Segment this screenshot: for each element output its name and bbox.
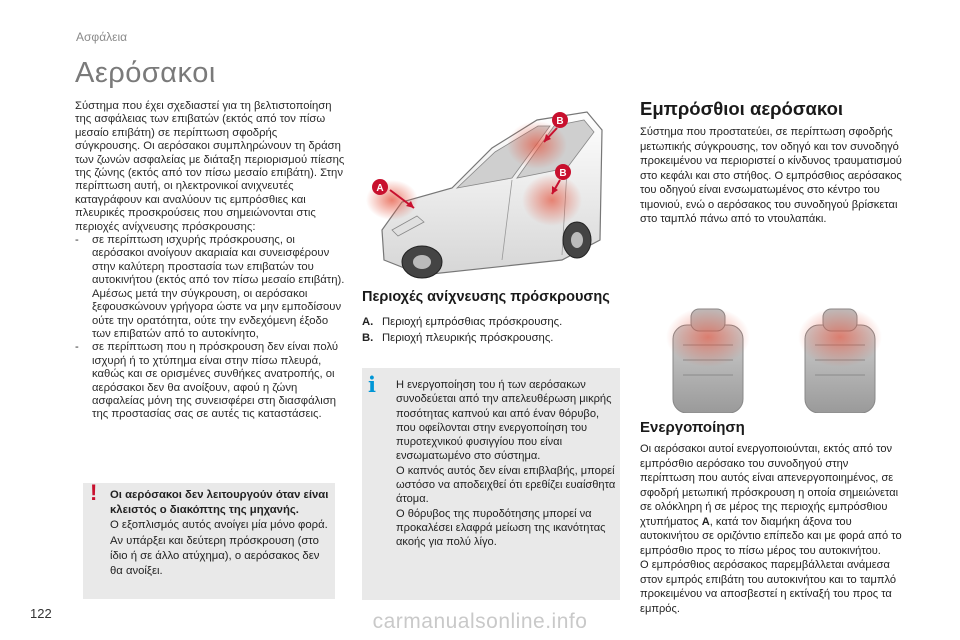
legend-key: B. bbox=[362, 332, 374, 344]
bullet-marker: - bbox=[75, 234, 79, 247]
activation-text-part: , κατά τον διαμήκη άξονα του αυτοκινήτου σε οριζόντιο επίπεδο και με φορά από το εμπρόσθιο προς το πίσω μέρος του αυτοκινήτου. bbox=[640, 515, 902, 557]
detection-legend bbox=[362, 314, 562, 346]
warning-text bbox=[110, 488, 330, 579]
bullet-text: σε περίπτωση που η πρόσκρουση δεν είναι πολύ ισχυρή ή το χτύπημα είναι στην πίσω πλευρά, καθώς και σε ορισμένες συνθήκες ανατροπής, οι αερόσακοι δεν θα ανοίξουν, αφού η ζώνη ασφαλείας μόνη της συνεισφέρει στη διασφάλιση της προστασίας σας σε αυτές τις καταστάσεις. bbox=[92, 341, 339, 421]
info-paragraph: Ο θόρυβος της πυροδότησης μπορεί να προκαλέσει ελαφρά μείωση της ικανότητας ακοής για πολύ λίγο. bbox=[396, 507, 606, 549]
watermark: carmanualsonline.info bbox=[372, 610, 588, 633]
activation-text-part: Οι αερόσακοι αυτοί ενεργοποιούνται, εκτός από τον εμπρόσθιο αερόσακο του συνοδηγού στην περίπτωση που αυτός είναι απενεργοποιημένος, σε σφοδρή μετωπική πρόσκρουση η οποία σημειώνεται σε ολόκληρη ή σε μέρος της περιοχής εμπρόσθιου χτυπήματος bbox=[640, 443, 899, 528]
label-b: B bbox=[559, 168, 567, 179]
warning-bold: Οι αερόσακοι δεν λειτουργούν όταν είναι κλειστός ο διακόπτης της μηχανής. bbox=[110, 489, 329, 517]
activation-text bbox=[640, 442, 905, 616]
legend-key: A. bbox=[362, 316, 374, 328]
list-item bbox=[75, 341, 345, 421]
intro-text bbox=[75, 100, 345, 422]
legend-text: Περιοχή εμπρόσθιας πρόσκρουσης. bbox=[382, 316, 563, 328]
legend-text: Περιοχή πλευρικής πρόσκρουσης. bbox=[382, 332, 554, 344]
impact-zone-b bbox=[507, 121, 567, 169]
list-item bbox=[362, 314, 562, 330]
label-a: A bbox=[376, 183, 384, 194]
page-title: Αερόσακοι bbox=[75, 57, 216, 89]
activation-paragraph bbox=[640, 442, 905, 558]
activation-key: A bbox=[701, 515, 710, 528]
activation-paragraph: Ο εμπρόσθιος αερόσακος παρεμβάλλεται ανάμεσα στον εμπρός επιβάτη του αυτοκινήτου και το ταμπλό προκειμένου να αποσβεστεί η εκτίναξή του προς τα εμπρός. bbox=[640, 559, 897, 615]
list-item bbox=[75, 234, 345, 341]
info-paragraph: Ο καπνός αυτός δεν είναι επιβλαβής, μπορεί ωστόσο να αποδειχθεί ότι ερεθίζει ευαίσθητα άτομα. bbox=[396, 464, 616, 506]
front-airbags-heading: Εμπρόσθιοι αερόσακοι bbox=[640, 98, 844, 119]
bullet-text: σε περίπτωση ισχυρής πρόσκρουσης, οι αερόσακοι ανοίγουν ακαριαία και συνεισφέρουν στην καλύτερη προστασία των επιβατών του αυτοκινήτου (εκτός από τον πίσω μεσαίο επιβάτη). Αμέσως μετά την σύγκρουση, οι αερόσακοι ξεφουσκώνουν γρήγορα ώστε να μην εμποδίσουν ούτε την ορατότητα, ούτε την ενδεχόμενη έξοδο των επιβατών από το αυτοκίνητο, bbox=[92, 234, 345, 340]
warning-body: Ο εξοπλισμός αυτός ανοίγει μία μόνο φορά. Αν υπάρξει και δεύτερη πρόσκρουση (στο ίδιο ή σε άλλο ατύχημα), ο αερόσακος δεν θα ανοίξει. bbox=[110, 519, 328, 578]
info-icon: i bbox=[368, 372, 376, 397]
info-paragraph: Η ενεργοποίηση του ή των αερόσακων συνοδεύεται από την απελευθέρωση μικρής ποσότητας καπνού και από έναν θόρυβο, που οφείλονται στην ενεργοποίηση του πυροτεχνικού φυσιγγίου που είναι ενσωματωμένο στο σύστημα. bbox=[396, 379, 612, 463]
activation-heading: Ενεργοποίηση bbox=[640, 419, 745, 436]
detection-heading: Περιοχές ανίχνευσης πρόσκρουσης bbox=[362, 289, 610, 305]
exclamation-icon: ! bbox=[90, 480, 98, 505]
airbag-zone bbox=[666, 307, 750, 367]
list-item bbox=[362, 330, 562, 346]
impact-zone-b bbox=[522, 174, 582, 226]
page-number: 122 bbox=[30, 606, 52, 621]
bullet-marker: - bbox=[75, 341, 79, 354]
label-b: B bbox=[556, 116, 564, 127]
front-airbags-text: Σύστημα που προστατεύει, σε περίπτωση σφοδρής μετωπικής σύγκρουσης, τον οδηγό και τον συνοδηγό προκειμένου να περιοριστεί ο κίνδυνος τραυματισμού στο κεφάλι και στο στήθος. Ο εμπρόσθιος αερόσακος του οδηγού είναι ενσωματωμένος στο κέντρο του τιμονιού, ενώ ο αερόσακος του συνοδηγού βρίσκεται στο ταμπλό πάνω από το ντουλαπάκι. bbox=[640, 126, 902, 225]
info-text bbox=[396, 378, 616, 550]
seats-illustration bbox=[655, 305, 895, 413]
section-header: Ασφάλεια bbox=[76, 30, 128, 44]
car-illustration bbox=[362, 90, 610, 290]
airbag-zone bbox=[798, 307, 882, 367]
intro-paragraph: Σύστημα που έχει σχεδιαστεί για τη βελτιστοποίηση της ασφάλειας των επιβατών (εκτός από τον πίσω μεσαίο επιβάτη) σε περίπτωση σφοδρής σύγκρουσης. Οι αερόσακοι συμπληρώνουν τη δράση των ζωνών ασφαλείας με διάταξη περιορισμού πίεσης της ζώνης (εκτός από τον πίσω μεσαίο επιβάτη). Στην περίπτωση αυτή, οι ηλεκτρονικοί ανιχνευτές καταγράφουν και αναλύουν τις εμπρόσθιες και πλευρικές προσκρούσεις που σημειώνονται στις περιοχές ανίχνευσης πρόσκρουσης: bbox=[75, 100, 345, 233]
